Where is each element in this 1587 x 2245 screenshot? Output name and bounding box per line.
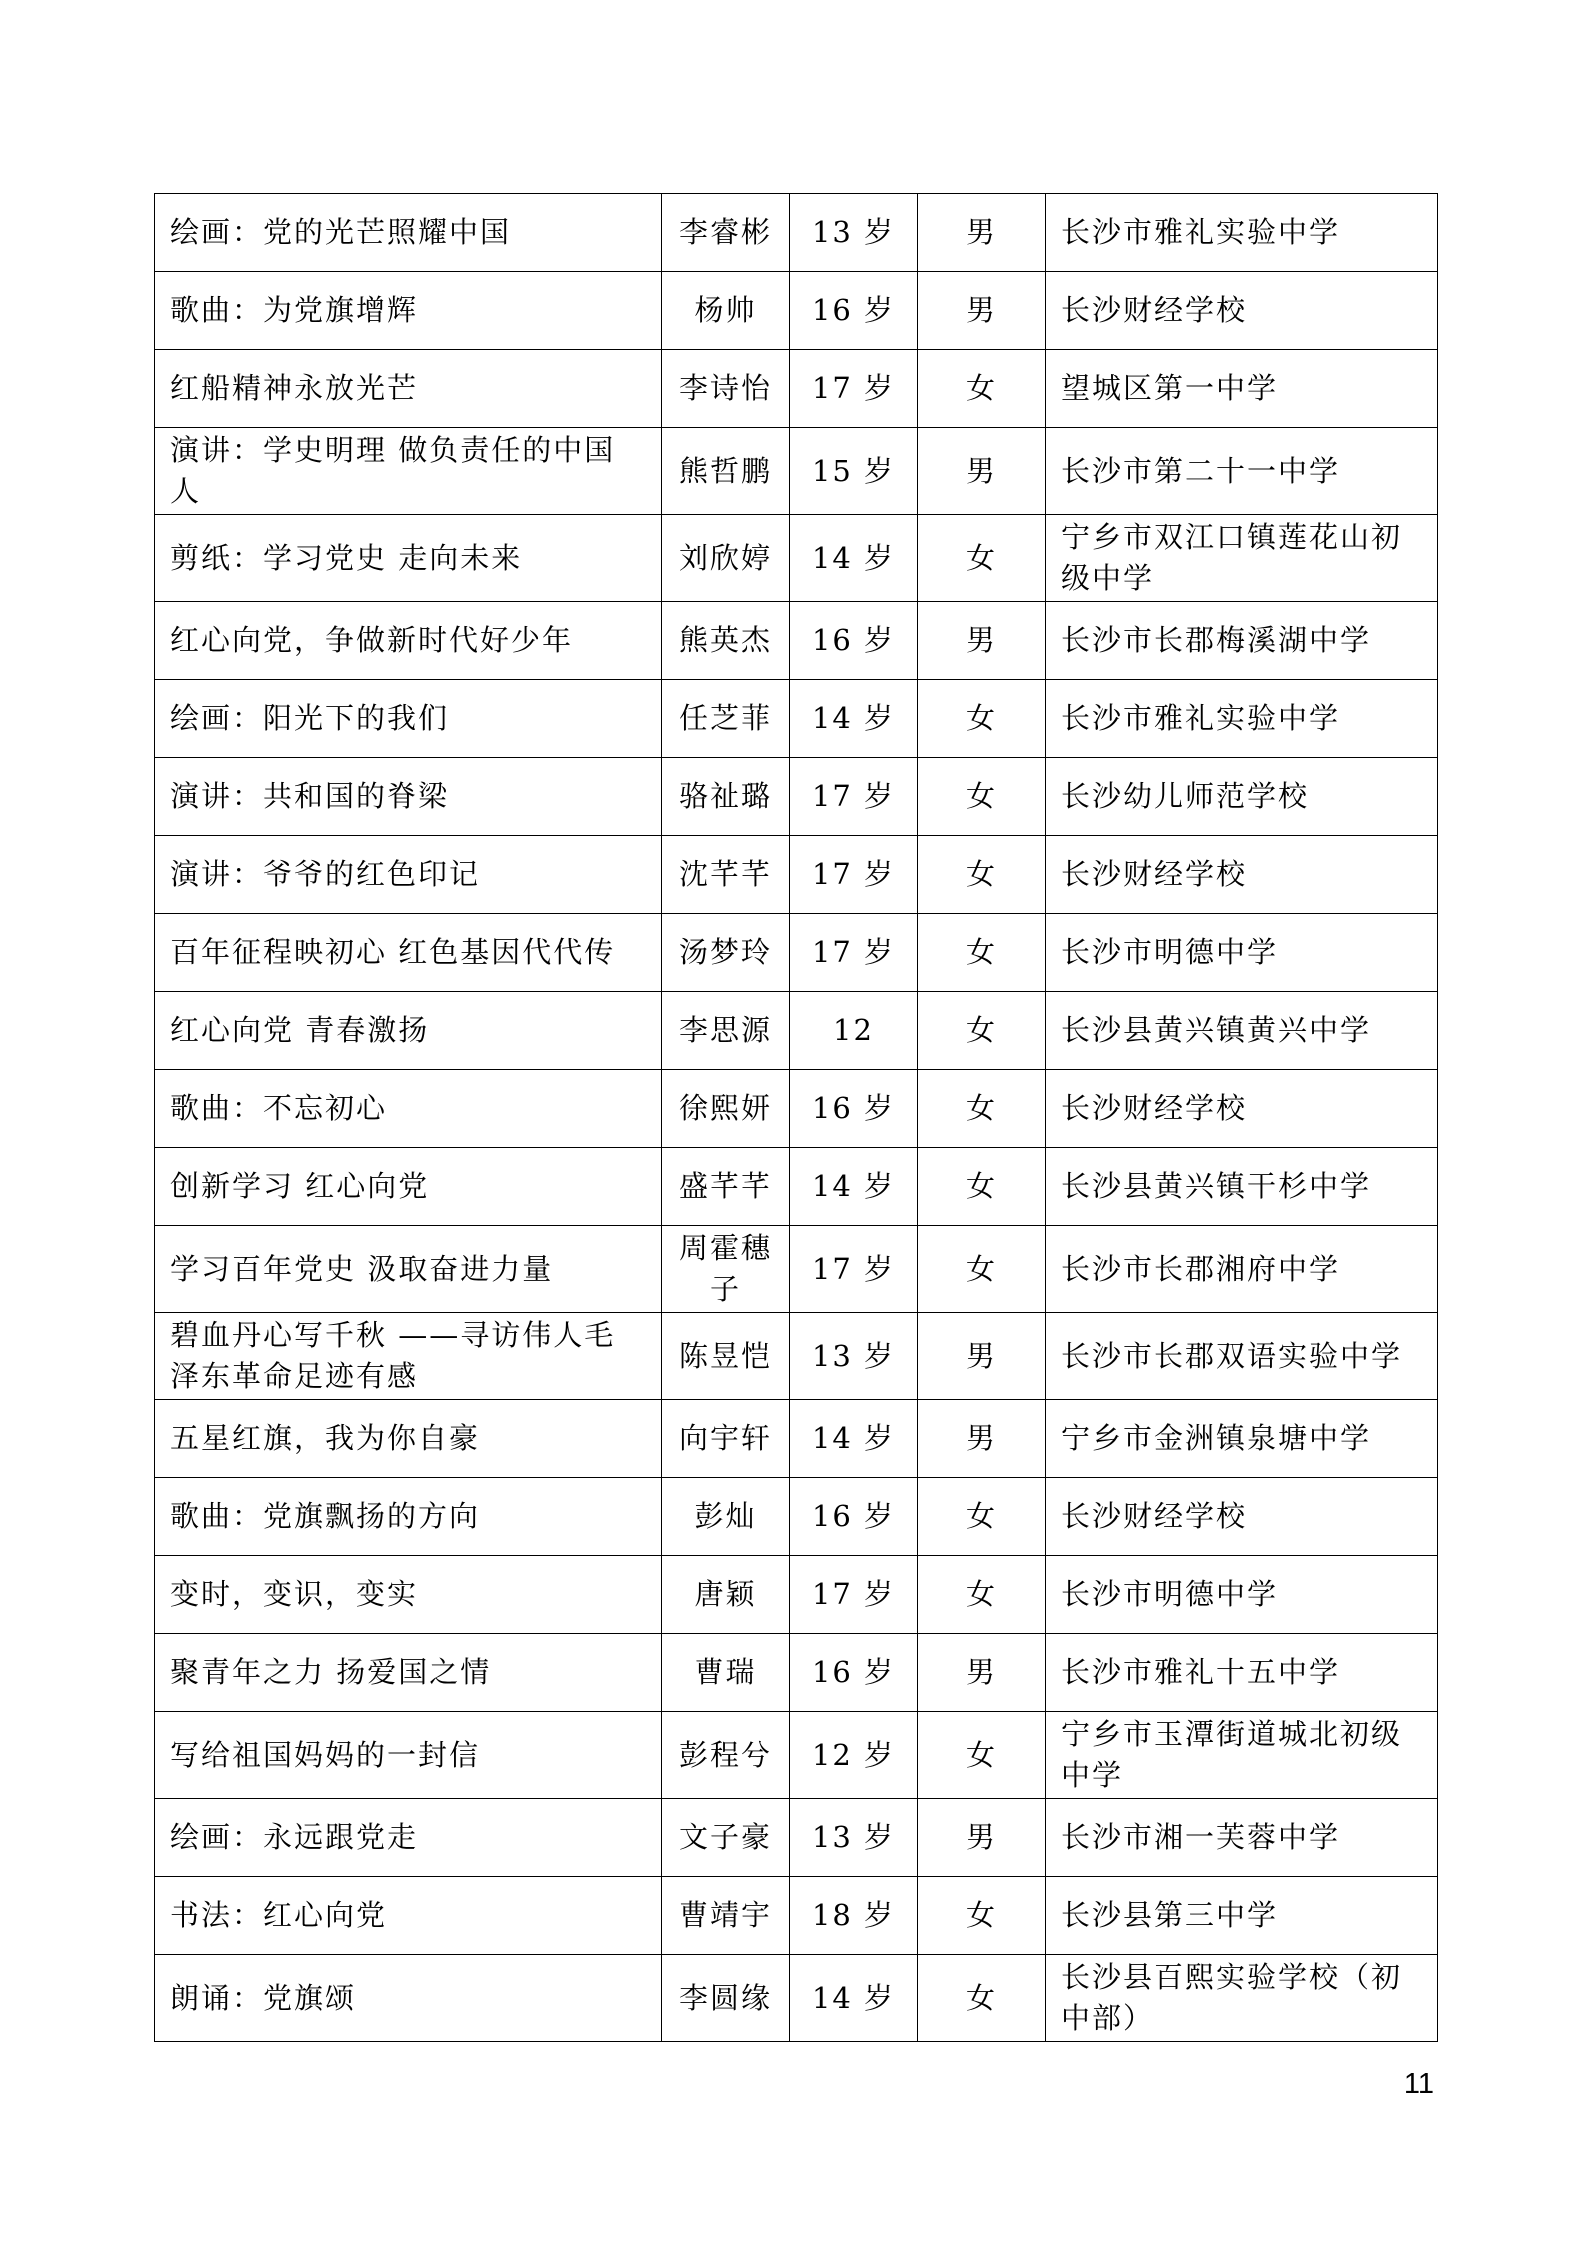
- student-gender-cell: 女: [918, 1148, 1046, 1226]
- student-name-cell: 沈芊芊: [662, 836, 790, 914]
- table-row: [155, 992, 1438, 1070]
- entry-title-cell: 演讲：共和国的脊梁: [155, 758, 662, 836]
- student-name-cell: 刘欣婷: [662, 515, 790, 602]
- entry-title-cell: 歌曲：为党旗增辉: [155, 272, 662, 350]
- table-row: [155, 1226, 1438, 1313]
- student-name-cell: 彭程兮: [662, 1712, 790, 1799]
- school-cell: 长沙县黄兴镇黄兴中学: [1046, 992, 1438, 1070]
- page-number: 11: [1403, 2068, 1434, 2100]
- entry-title-cell: 变时，变识，变实: [155, 1556, 662, 1634]
- student-age-cell: 17 岁: [790, 1556, 918, 1634]
- student-age-cell: 12: [790, 992, 918, 1070]
- student-name-cell: 曹瑞: [662, 1634, 790, 1712]
- entry-title-cell: 绘画：阳光下的我们: [155, 680, 662, 758]
- table-row: [155, 1478, 1438, 1556]
- student-gender-cell: 男: [918, 1400, 1046, 1478]
- student-age-cell: 16 岁: [790, 1070, 918, 1148]
- school-cell: 长沙财经学校: [1046, 836, 1438, 914]
- school-cell: 宁乡市玉潭街道城北初级中学: [1046, 1712, 1438, 1799]
- table-row: [155, 194, 1438, 272]
- student-gender-cell: 女: [918, 350, 1046, 428]
- entry-title-cell: 红心向党，争做新时代好少年: [155, 602, 662, 680]
- student-gender-cell: 女: [918, 992, 1046, 1070]
- student-age-cell: 14 岁: [790, 1400, 918, 1478]
- student-gender-cell: 女: [918, 1712, 1046, 1799]
- school-cell: 宁乡市双江口镇莲花山初级中学: [1046, 515, 1438, 602]
- student-name-cell: 熊英杰: [662, 602, 790, 680]
- entry-title-cell: 演讲：爷爷的红色印记: [155, 836, 662, 914]
- school-cell: 长沙财经学校: [1046, 1478, 1438, 1556]
- entry-title-cell: 绘画：党的光芒照耀中国: [155, 194, 662, 272]
- student-name-cell: 曹靖宇: [662, 1877, 790, 1955]
- student-name-cell: 向宇轩: [662, 1400, 790, 1478]
- table-row: [155, 1313, 1438, 1400]
- student-name-cell: 骆祉璐: [662, 758, 790, 836]
- school-cell: 长沙市雅礼十五中学: [1046, 1634, 1438, 1712]
- school-cell: 长沙县黄兴镇干杉中学: [1046, 1148, 1438, 1226]
- table-row: [155, 428, 1438, 515]
- table-row: [155, 1148, 1438, 1226]
- table-row: [155, 914, 1438, 992]
- student-name-cell: 汤梦玲: [662, 914, 790, 992]
- student-age-cell: 15 岁: [790, 428, 918, 515]
- student-age-cell: 14 岁: [790, 1148, 918, 1226]
- table-row: [155, 1556, 1438, 1634]
- school-cell: 长沙幼儿师范学校: [1046, 758, 1438, 836]
- student-gender-cell: 男: [918, 1799, 1046, 1877]
- student-gender-cell: 男: [918, 428, 1046, 515]
- table-row: [155, 758, 1438, 836]
- school-cell: 宁乡市金洲镇泉塘中学: [1046, 1400, 1438, 1478]
- student-name-cell: 李圆缘: [662, 1955, 790, 2042]
- table-row: [155, 1877, 1438, 1955]
- school-cell: 长沙市雅礼实验中学: [1046, 194, 1438, 272]
- entry-title-cell: 红心向党 青春激扬: [155, 992, 662, 1070]
- student-name-cell: 彭灿: [662, 1478, 790, 1556]
- student-gender-cell: 女: [918, 1877, 1046, 1955]
- student-gender-cell: 女: [918, 1478, 1046, 1556]
- school-cell: 长沙市长郡湘府中学: [1046, 1226, 1438, 1313]
- student-name-cell: 徐熙妍: [662, 1070, 790, 1148]
- school-cell: 长沙市第二十一中学: [1046, 428, 1438, 515]
- student-gender-cell: 男: [918, 1634, 1046, 1712]
- award-roster-body: [155, 194, 1438, 2042]
- school-cell: 长沙市雅礼实验中学: [1046, 680, 1438, 758]
- table-row: [155, 680, 1438, 758]
- school-cell: 长沙县第三中学: [1046, 1877, 1438, 1955]
- student-name-cell: 周霍穗子: [662, 1226, 790, 1313]
- student-name-cell: 陈昱恺: [662, 1313, 790, 1400]
- entry-title-cell: 歌曲：党旗飘扬的方向: [155, 1478, 662, 1556]
- student-age-cell: 16 岁: [790, 602, 918, 680]
- student-gender-cell: 女: [918, 680, 1046, 758]
- student-age-cell: 17 岁: [790, 758, 918, 836]
- student-age-cell: 12 岁: [790, 1712, 918, 1799]
- table-row: [155, 1712, 1438, 1799]
- entry-title-cell: 朗诵：党旗颂: [155, 1955, 662, 2042]
- table-row: [155, 1634, 1438, 1712]
- student-age-cell: 16 岁: [790, 1634, 918, 1712]
- entry-title-cell: 碧血丹心写千秋 ——寻访伟人毛泽东革命足迹有感: [155, 1313, 662, 1400]
- student-gender-cell: 女: [918, 1556, 1046, 1634]
- student-gender-cell: 男: [918, 194, 1046, 272]
- student-age-cell: 17 岁: [790, 1226, 918, 1313]
- table-row: [155, 836, 1438, 914]
- table-row: [155, 1400, 1438, 1478]
- school-cell: 长沙财经学校: [1046, 272, 1438, 350]
- entry-title-cell: 百年征程映初心 红色基因代代传: [155, 914, 662, 992]
- student-age-cell: 13 岁: [790, 194, 918, 272]
- entry-title-cell: 写给祖国妈妈的一封信: [155, 1712, 662, 1799]
- student-age-cell: 14 岁: [790, 1955, 918, 2042]
- student-gender-cell: 女: [918, 1226, 1046, 1313]
- student-age-cell: 17 岁: [790, 350, 918, 428]
- student-age-cell: 13 岁: [790, 1799, 918, 1877]
- student-age-cell: 17 岁: [790, 836, 918, 914]
- student-age-cell: 16 岁: [790, 1478, 918, 1556]
- entry-title-cell: 歌曲：不忘初心: [155, 1070, 662, 1148]
- student-gender-cell: 女: [918, 914, 1046, 992]
- entry-title-cell: 聚青年之力 扬爱国之情: [155, 1634, 662, 1712]
- school-cell: 长沙市湘一芙蓉中学: [1046, 1799, 1438, 1877]
- student-gender-cell: 男: [918, 272, 1046, 350]
- entry-title-cell: 红船精神永放光芒: [155, 350, 662, 428]
- student-name-cell: 李思源: [662, 992, 790, 1070]
- entry-title-cell: 演讲：学史明理 做负责任的中国人: [155, 428, 662, 515]
- entry-title-cell: 学习百年党史 汲取奋进力量: [155, 1226, 662, 1313]
- student-gender-cell: 女: [918, 1070, 1046, 1148]
- table-row: [155, 1070, 1438, 1148]
- student-name-cell: 任芝菲: [662, 680, 790, 758]
- table-row: [155, 515, 1438, 602]
- entry-title-cell: 创新学习 红心向党: [155, 1148, 662, 1226]
- school-cell: 长沙市明德中学: [1046, 1556, 1438, 1634]
- student-name-cell: 熊哲鹏: [662, 428, 790, 515]
- student-name-cell: 李诗怡: [662, 350, 790, 428]
- school-cell: 望城区第一中学: [1046, 350, 1438, 428]
- student-age-cell: 13 岁: [790, 1313, 918, 1400]
- table-row: [155, 272, 1438, 350]
- school-cell: 长沙市长郡双语实验中学: [1046, 1313, 1438, 1400]
- school-cell: 长沙市明德中学: [1046, 914, 1438, 992]
- school-cell: 长沙县百熙实验学校（初中部）: [1046, 1955, 1438, 2042]
- school-cell: 长沙财经学校: [1046, 1070, 1438, 1148]
- student-age-cell: 14 岁: [790, 680, 918, 758]
- table-row: [155, 1799, 1438, 1877]
- student-gender-cell: 男: [918, 1313, 1046, 1400]
- entry-title-cell: 五星红旗，我为你自豪: [155, 1400, 662, 1478]
- student-gender-cell: 女: [918, 758, 1046, 836]
- student-age-cell: 18 岁: [790, 1877, 918, 1955]
- student-name-cell: 李睿彬: [662, 194, 790, 272]
- student-name-cell: 唐颖: [662, 1556, 790, 1634]
- entry-title-cell: 绘画：永远跟党走: [155, 1799, 662, 1877]
- award-roster-table: [154, 193, 1438, 2042]
- student-gender-cell: 女: [918, 515, 1046, 602]
- entry-title-cell: 剪纸：学习党史 走向未来: [155, 515, 662, 602]
- student-gender-cell: 女: [918, 1955, 1046, 2042]
- table-row: [155, 350, 1438, 428]
- student-age-cell: 17 岁: [790, 914, 918, 992]
- student-name-cell: 杨帅: [662, 272, 790, 350]
- student-name-cell: 盛芊芊: [662, 1148, 790, 1226]
- student-age-cell: 16 岁: [790, 272, 918, 350]
- student-gender-cell: 男: [918, 602, 1046, 680]
- table-row: [155, 602, 1438, 680]
- table-row: [155, 1955, 1438, 2042]
- school-cell: 长沙市长郡梅溪湖中学: [1046, 602, 1438, 680]
- student-gender-cell: 女: [918, 836, 1046, 914]
- student-age-cell: 14 岁: [790, 515, 918, 602]
- student-name-cell: 文子豪: [662, 1799, 790, 1877]
- entry-title-cell: 书法：红心向党: [155, 1877, 662, 1955]
